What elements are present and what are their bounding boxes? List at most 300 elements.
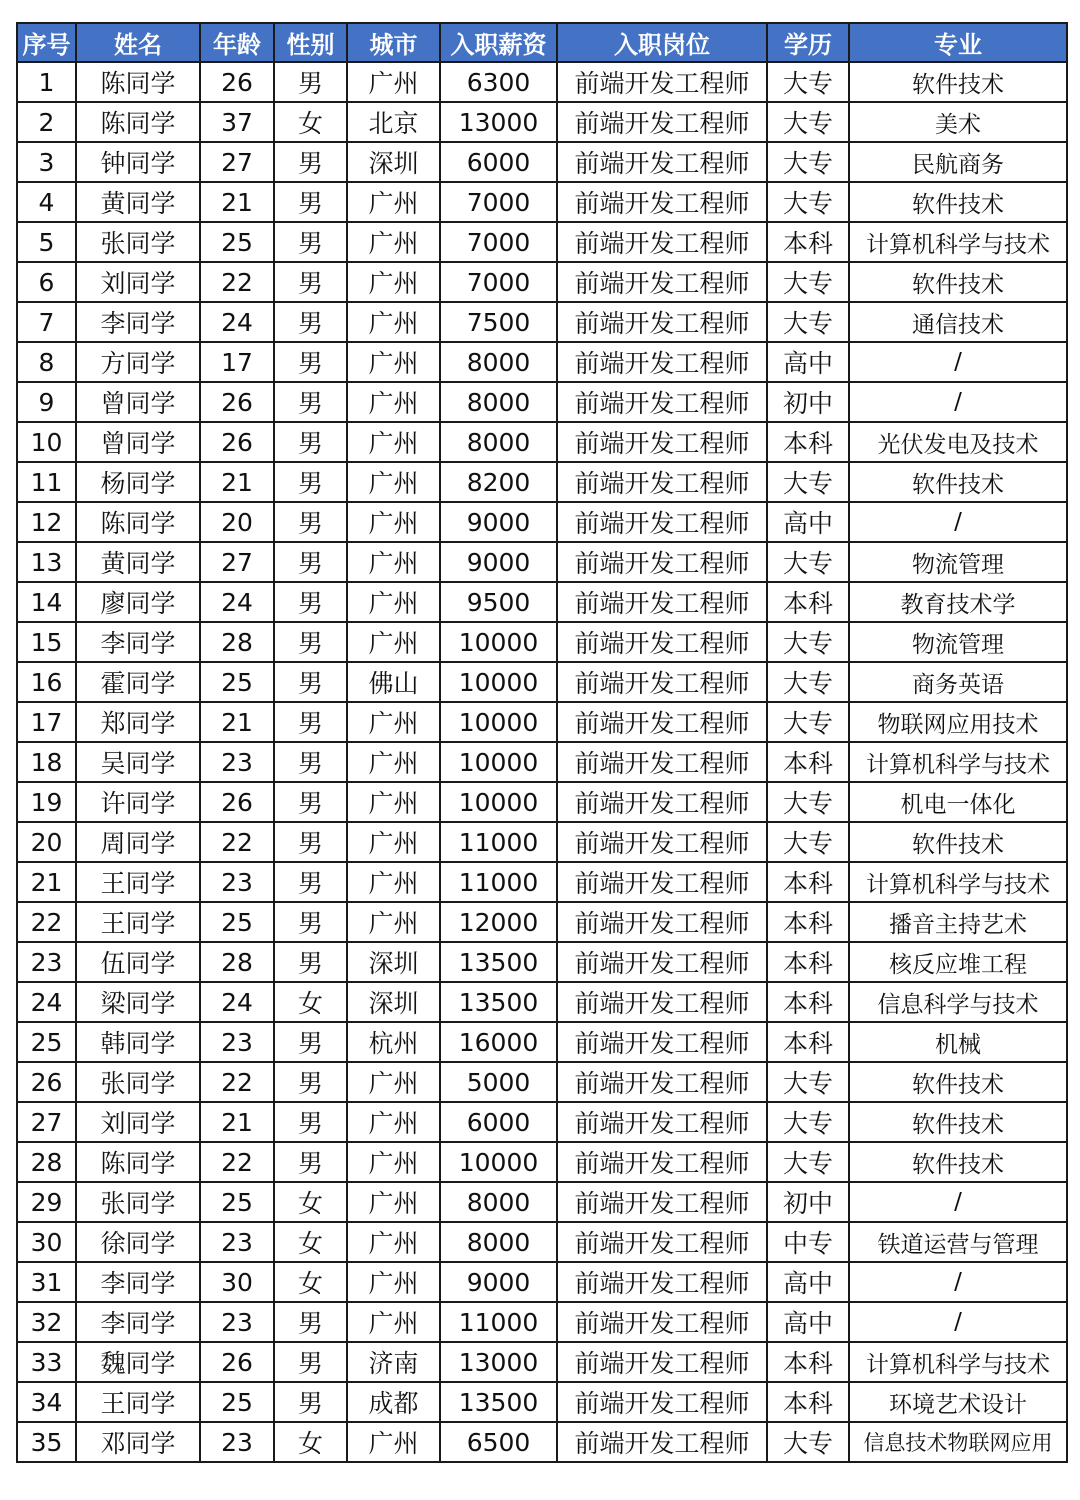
cell-city: 广州 bbox=[347, 1182, 440, 1222]
cell-education: 大专 bbox=[767, 302, 849, 342]
cell-education: 本科 bbox=[767, 942, 849, 982]
cell-index: 21 bbox=[17, 862, 76, 902]
table-row bbox=[17, 182, 1067, 222]
cell-major: 计算机科学与技术 bbox=[849, 742, 1067, 782]
cell-education: 本科 bbox=[767, 862, 849, 902]
cell-city: 广州 bbox=[347, 622, 440, 662]
cell-index: 9 bbox=[17, 382, 76, 422]
cell-age: 22 bbox=[200, 822, 274, 862]
cell-city: 深圳 bbox=[347, 142, 440, 182]
cell-index: 11 bbox=[17, 462, 76, 502]
cell-index: 5 bbox=[17, 222, 76, 262]
cell-gender: 男 bbox=[274, 542, 347, 582]
cell-index: 4 bbox=[17, 182, 76, 222]
cell-age: 26 bbox=[200, 782, 274, 822]
cell-gender: 男 bbox=[274, 902, 347, 942]
cell-city: 广州 bbox=[347, 1102, 440, 1142]
cell-city: 广州 bbox=[347, 62, 440, 102]
cell-index: 30 bbox=[17, 1222, 76, 1262]
cell-position: 前端开发工程师 bbox=[557, 942, 767, 982]
cell-index: 35 bbox=[17, 1422, 76, 1462]
cell-gender: 男 bbox=[274, 1022, 347, 1062]
cell-salary: 13500 bbox=[440, 942, 557, 982]
cell-major: 计算机科学与技术 bbox=[849, 222, 1067, 262]
cell-index: 13 bbox=[17, 542, 76, 582]
cell-index: 33 bbox=[17, 1342, 76, 1382]
cell-age: 25 bbox=[200, 222, 274, 262]
cell-salary: 7000 bbox=[440, 182, 557, 222]
cell-salary: 6300 bbox=[440, 62, 557, 102]
cell-salary: 7000 bbox=[440, 262, 557, 302]
cell-name: 刘同学 bbox=[76, 1102, 200, 1142]
table-row bbox=[17, 102, 1067, 142]
column-header-index: 序号 bbox=[17, 23, 76, 62]
cell-gender: 女 bbox=[274, 1182, 347, 1222]
cell-education: 大专 bbox=[767, 542, 849, 582]
table-row bbox=[17, 1222, 1067, 1262]
cell-city: 广州 bbox=[347, 1222, 440, 1262]
cell-position: 前端开发工程师 bbox=[557, 342, 767, 382]
cell-major: 民航商务 bbox=[849, 142, 1067, 182]
cell-major: 软件技术 bbox=[849, 182, 1067, 222]
table-row bbox=[17, 662, 1067, 702]
cell-city: 广州 bbox=[347, 1302, 440, 1342]
cell-gender: 男 bbox=[274, 302, 347, 342]
cell-salary: 16000 bbox=[440, 1022, 557, 1062]
cell-major: 信息技术物联网应用 bbox=[849, 1422, 1067, 1462]
cell-city: 广州 bbox=[347, 1422, 440, 1462]
cell-name: 陈同学 bbox=[76, 502, 200, 542]
cell-education: 高中 bbox=[767, 1302, 849, 1342]
cell-salary: 11000 bbox=[440, 1302, 557, 1342]
cell-index: 16 bbox=[17, 662, 76, 702]
cell-gender: 女 bbox=[274, 1222, 347, 1262]
cell-age: 21 bbox=[200, 1102, 274, 1142]
cell-age: 26 bbox=[200, 1342, 274, 1382]
column-header-salary: 入职薪资 bbox=[440, 23, 557, 62]
table-row bbox=[17, 342, 1067, 382]
cell-education: 本科 bbox=[767, 422, 849, 462]
cell-major: 机电一体化 bbox=[849, 782, 1067, 822]
cell-position: 前端开发工程师 bbox=[557, 462, 767, 502]
cell-major: 信息科学与技术 bbox=[849, 982, 1067, 1022]
cell-index: 24 bbox=[17, 982, 76, 1022]
cell-city: 广州 bbox=[347, 1262, 440, 1302]
cell-position: 前端开发工程师 bbox=[557, 1022, 767, 1062]
cell-position: 前端开发工程师 bbox=[557, 742, 767, 782]
table-row bbox=[17, 982, 1067, 1022]
employment-table bbox=[16, 22, 1068, 1463]
cell-city: 广州 bbox=[347, 582, 440, 622]
cell-position: 前端开发工程师 bbox=[557, 622, 767, 662]
cell-position: 前端开发工程师 bbox=[557, 662, 767, 702]
cell-name: 邓同学 bbox=[76, 1422, 200, 1462]
cell-major: 环境艺术设计 bbox=[849, 1382, 1067, 1422]
cell-salary: 10000 bbox=[440, 662, 557, 702]
cell-index: 2 bbox=[17, 102, 76, 142]
cell-major: / bbox=[849, 342, 1067, 382]
cell-position: 前端开发工程师 bbox=[557, 1342, 767, 1382]
cell-city: 广州 bbox=[347, 422, 440, 462]
cell-name: 许同学 bbox=[76, 782, 200, 822]
cell-gender: 男 bbox=[274, 422, 347, 462]
cell-city: 广州 bbox=[347, 1062, 440, 1102]
cell-age: 23 bbox=[200, 1222, 274, 1262]
cell-name: 李同学 bbox=[76, 622, 200, 662]
column-header-city: 城市 bbox=[347, 23, 440, 62]
table-row bbox=[17, 1062, 1067, 1102]
cell-major: 商务英语 bbox=[849, 662, 1067, 702]
cell-education: 中专 bbox=[767, 1222, 849, 1262]
column-header-age: 年龄 bbox=[200, 23, 274, 62]
cell-education: 大专 bbox=[767, 1142, 849, 1182]
cell-age: 24 bbox=[200, 302, 274, 342]
table-row bbox=[17, 782, 1067, 822]
cell-major: 机械 bbox=[849, 1022, 1067, 1062]
cell-name: 杨同学 bbox=[76, 462, 200, 502]
cell-gender: 男 bbox=[274, 342, 347, 382]
cell-position: 前端开发工程师 bbox=[557, 542, 767, 582]
cell-age: 26 bbox=[200, 382, 274, 422]
cell-age: 21 bbox=[200, 182, 274, 222]
cell-age: 25 bbox=[200, 662, 274, 702]
cell-index: 34 bbox=[17, 1382, 76, 1422]
cell-city: 广州 bbox=[347, 262, 440, 302]
cell-gender: 男 bbox=[274, 1102, 347, 1142]
cell-major: / bbox=[849, 382, 1067, 422]
cell-major: 软件技术 bbox=[849, 1062, 1067, 1102]
cell-city: 广州 bbox=[347, 542, 440, 582]
cell-salary: 13500 bbox=[440, 982, 557, 1022]
column-header-major: 专业 bbox=[849, 23, 1067, 62]
cell-age: 23 bbox=[200, 1302, 274, 1342]
cell-name: 徐同学 bbox=[76, 1222, 200, 1262]
cell-age: 23 bbox=[200, 1422, 274, 1462]
cell-city: 佛山 bbox=[347, 662, 440, 702]
cell-name: 伍同学 bbox=[76, 942, 200, 982]
cell-city: 广州 bbox=[347, 302, 440, 342]
cell-salary: 7500 bbox=[440, 302, 557, 342]
cell-position: 前端开发工程师 bbox=[557, 1142, 767, 1182]
cell-city: 广州 bbox=[347, 182, 440, 222]
cell-name: 韩同学 bbox=[76, 1022, 200, 1062]
cell-city: 广州 bbox=[347, 902, 440, 942]
table-row bbox=[17, 902, 1067, 942]
cell-index: 28 bbox=[17, 1142, 76, 1182]
table-row bbox=[17, 1422, 1067, 1462]
table-row bbox=[17, 742, 1067, 782]
cell-name: 刘同学 bbox=[76, 262, 200, 302]
cell-age: 22 bbox=[200, 262, 274, 302]
cell-name: 陈同学 bbox=[76, 102, 200, 142]
table-row bbox=[17, 302, 1067, 342]
cell-city: 广州 bbox=[347, 702, 440, 742]
table-row bbox=[17, 862, 1067, 902]
cell-age: 25 bbox=[200, 902, 274, 942]
cell-age: 25 bbox=[200, 1382, 274, 1422]
cell-position: 前端开发工程师 bbox=[557, 982, 767, 1022]
cell-age: 21 bbox=[200, 702, 274, 742]
table-body bbox=[17, 62, 1067, 1462]
cell-education: 初中 bbox=[767, 382, 849, 422]
cell-name: 梁同学 bbox=[76, 982, 200, 1022]
cell-education: 大专 bbox=[767, 262, 849, 302]
cell-major: 光伏发电及技术 bbox=[849, 422, 1067, 462]
cell-index: 27 bbox=[17, 1102, 76, 1142]
cell-index: 22 bbox=[17, 902, 76, 942]
cell-gender: 男 bbox=[274, 1302, 347, 1342]
cell-education: 本科 bbox=[767, 1382, 849, 1422]
cell-name: 张同学 bbox=[76, 1062, 200, 1102]
cell-salary: 6000 bbox=[440, 142, 557, 182]
cell-salary: 6000 bbox=[440, 1102, 557, 1142]
cell-position: 前端开发工程师 bbox=[557, 302, 767, 342]
cell-education: 本科 bbox=[767, 222, 849, 262]
cell-city: 广州 bbox=[347, 782, 440, 822]
cell-salary: 8000 bbox=[440, 382, 557, 422]
column-header-name: 姓名 bbox=[76, 23, 200, 62]
cell-salary: 8000 bbox=[440, 422, 557, 462]
table-row bbox=[17, 542, 1067, 582]
cell-gender: 男 bbox=[274, 1062, 347, 1102]
table-row bbox=[17, 502, 1067, 542]
cell-index: 18 bbox=[17, 742, 76, 782]
cell-gender: 男 bbox=[274, 382, 347, 422]
cell-index: 1 bbox=[17, 62, 76, 102]
cell-position: 前端开发工程师 bbox=[557, 422, 767, 462]
cell-salary: 11000 bbox=[440, 862, 557, 902]
cell-gender: 男 bbox=[274, 942, 347, 982]
cell-major: 核反应堆工程 bbox=[849, 942, 1067, 982]
cell-gender: 男 bbox=[274, 742, 347, 782]
table-row bbox=[17, 222, 1067, 262]
cell-major: / bbox=[849, 1302, 1067, 1342]
cell-index: 19 bbox=[17, 782, 76, 822]
cell-major: 软件技术 bbox=[849, 462, 1067, 502]
cell-position: 前端开发工程师 bbox=[557, 862, 767, 902]
cell-salary: 9000 bbox=[440, 502, 557, 542]
table-row bbox=[17, 262, 1067, 302]
cell-age: 24 bbox=[200, 982, 274, 1022]
table-row bbox=[17, 62, 1067, 102]
cell-salary: 13000 bbox=[440, 102, 557, 142]
table-row bbox=[17, 582, 1067, 622]
cell-city: 广州 bbox=[347, 382, 440, 422]
cell-position: 前端开发工程师 bbox=[557, 1422, 767, 1462]
cell-education: 大专 bbox=[767, 662, 849, 702]
cell-index: 6 bbox=[17, 262, 76, 302]
cell-gender: 男 bbox=[274, 582, 347, 622]
cell-index: 10 bbox=[17, 422, 76, 462]
cell-index: 29 bbox=[17, 1182, 76, 1222]
cell-city: 深圳 bbox=[347, 982, 440, 1022]
cell-position: 前端开发工程师 bbox=[557, 702, 767, 742]
cell-salary: 11000 bbox=[440, 822, 557, 862]
cell-education: 大专 bbox=[767, 1102, 849, 1142]
cell-education: 大专 bbox=[767, 102, 849, 142]
cell-position: 前端开发工程师 bbox=[557, 1382, 767, 1422]
cell-major: 计算机科学与技术 bbox=[849, 1342, 1067, 1382]
cell-age: 37 bbox=[200, 102, 274, 142]
table-header-row bbox=[17, 23, 1067, 62]
cell-name: 钟同学 bbox=[76, 142, 200, 182]
cell-position: 前端开发工程师 bbox=[557, 502, 767, 542]
column-header-position: 入职岗位 bbox=[557, 23, 767, 62]
cell-gender: 女 bbox=[274, 102, 347, 142]
cell-city: 广州 bbox=[347, 862, 440, 902]
cell-city: 广州 bbox=[347, 1142, 440, 1182]
cell-name: 廖同学 bbox=[76, 582, 200, 622]
column-header-education: 学历 bbox=[767, 23, 849, 62]
cell-index: 14 bbox=[17, 582, 76, 622]
cell-name: 周同学 bbox=[76, 822, 200, 862]
cell-name: 方同学 bbox=[76, 342, 200, 382]
cell-name: 魏同学 bbox=[76, 1342, 200, 1382]
cell-name: 黄同学 bbox=[76, 542, 200, 582]
cell-salary: 5000 bbox=[440, 1062, 557, 1102]
cell-name: 李同学 bbox=[76, 1262, 200, 1302]
column-header-gender: 性别 bbox=[274, 23, 347, 62]
cell-name: 王同学 bbox=[76, 862, 200, 902]
cell-name: 曾同学 bbox=[76, 382, 200, 422]
table-row bbox=[17, 622, 1067, 662]
cell-city: 广州 bbox=[347, 502, 440, 542]
cell-position: 前端开发工程师 bbox=[557, 822, 767, 862]
table-row bbox=[17, 1382, 1067, 1422]
cell-salary: 13500 bbox=[440, 1382, 557, 1422]
cell-city: 北京 bbox=[347, 102, 440, 142]
cell-gender: 男 bbox=[274, 822, 347, 862]
cell-age: 28 bbox=[200, 942, 274, 982]
cell-salary: 9000 bbox=[440, 542, 557, 582]
cell-gender: 男 bbox=[274, 182, 347, 222]
cell-major: 教育技术学 bbox=[849, 582, 1067, 622]
cell-age: 17 bbox=[200, 342, 274, 382]
cell-major: 美术 bbox=[849, 102, 1067, 142]
cell-education: 初中 bbox=[767, 1182, 849, 1222]
cell-salary: 10000 bbox=[440, 622, 557, 662]
cell-education: 本科 bbox=[767, 902, 849, 942]
cell-city: 济南 bbox=[347, 1342, 440, 1382]
cell-education: 高中 bbox=[767, 502, 849, 542]
cell-name: 张同学 bbox=[76, 1182, 200, 1222]
cell-salary: 10000 bbox=[440, 742, 557, 782]
cell-name: 李同学 bbox=[76, 302, 200, 342]
cell-major: 物联网应用技术 bbox=[849, 702, 1067, 742]
cell-position: 前端开发工程师 bbox=[557, 262, 767, 302]
table-row bbox=[17, 702, 1067, 742]
cell-city: 杭州 bbox=[347, 1022, 440, 1062]
cell-age: 27 bbox=[200, 542, 274, 582]
cell-position: 前端开发工程师 bbox=[557, 1182, 767, 1222]
cell-salary: 7000 bbox=[440, 222, 557, 262]
cell-salary: 8000 bbox=[440, 1182, 557, 1222]
cell-city: 广州 bbox=[347, 742, 440, 782]
cell-position: 前端开发工程师 bbox=[557, 222, 767, 262]
cell-education: 本科 bbox=[767, 1022, 849, 1062]
table-row bbox=[17, 822, 1067, 862]
cell-index: 17 bbox=[17, 702, 76, 742]
cell-gender: 女 bbox=[274, 1422, 347, 1462]
cell-gender: 男 bbox=[274, 622, 347, 662]
table-row bbox=[17, 942, 1067, 982]
cell-gender: 女 bbox=[274, 982, 347, 1022]
cell-gender: 男 bbox=[274, 142, 347, 182]
cell-city: 广州 bbox=[347, 342, 440, 382]
cell-gender: 男 bbox=[274, 862, 347, 902]
cell-age: 21 bbox=[200, 462, 274, 502]
cell-education: 大专 bbox=[767, 782, 849, 822]
cell-position: 前端开发工程师 bbox=[557, 182, 767, 222]
cell-city: 广州 bbox=[347, 822, 440, 862]
table-row bbox=[17, 1102, 1067, 1142]
cell-city: 成都 bbox=[347, 1382, 440, 1422]
cell-gender: 女 bbox=[274, 1262, 347, 1302]
cell-position: 前端开发工程师 bbox=[557, 1302, 767, 1342]
cell-salary: 8200 bbox=[440, 462, 557, 502]
cell-salary: 10000 bbox=[440, 702, 557, 742]
cell-name: 陈同学 bbox=[76, 62, 200, 102]
cell-age: 30 bbox=[200, 1262, 274, 1302]
cell-gender: 男 bbox=[274, 662, 347, 702]
cell-gender: 男 bbox=[274, 222, 347, 262]
cell-education: 高中 bbox=[767, 1262, 849, 1302]
table-row bbox=[17, 1182, 1067, 1222]
cell-position: 前端开发工程师 bbox=[557, 782, 767, 822]
table-row bbox=[17, 1342, 1067, 1382]
cell-education: 本科 bbox=[767, 982, 849, 1022]
cell-index: 32 bbox=[17, 1302, 76, 1342]
cell-education: 大专 bbox=[767, 822, 849, 862]
cell-age: 28 bbox=[200, 622, 274, 662]
cell-salary: 9500 bbox=[440, 582, 557, 622]
cell-gender: 男 bbox=[274, 502, 347, 542]
cell-index: 31 bbox=[17, 1262, 76, 1302]
cell-age: 26 bbox=[200, 422, 274, 462]
cell-index: 3 bbox=[17, 142, 76, 182]
cell-name: 黄同学 bbox=[76, 182, 200, 222]
cell-major: 物流管理 bbox=[849, 622, 1067, 662]
cell-name: 王同学 bbox=[76, 1382, 200, 1422]
cell-index: 8 bbox=[17, 342, 76, 382]
cell-major: 计算机科学与技术 bbox=[849, 862, 1067, 902]
cell-major: 物流管理 bbox=[849, 542, 1067, 582]
table-row bbox=[17, 422, 1067, 462]
cell-major: 铁道运营与管理 bbox=[849, 1222, 1067, 1262]
table-row bbox=[17, 382, 1067, 422]
table-row bbox=[17, 1142, 1067, 1182]
cell-name: 曾同学 bbox=[76, 422, 200, 462]
cell-salary: 10000 bbox=[440, 782, 557, 822]
cell-major: 软件技术 bbox=[849, 62, 1067, 102]
table-row bbox=[17, 1302, 1067, 1342]
cell-salary: 13000 bbox=[440, 1342, 557, 1382]
cell-city: 广州 bbox=[347, 222, 440, 262]
cell-education: 本科 bbox=[767, 1342, 849, 1382]
cell-education: 大专 bbox=[767, 182, 849, 222]
cell-age: 23 bbox=[200, 742, 274, 782]
cell-education: 大专 bbox=[767, 1422, 849, 1462]
cell-salary: 10000 bbox=[440, 1142, 557, 1182]
cell-gender: 男 bbox=[274, 462, 347, 502]
cell-name: 郑同学 bbox=[76, 702, 200, 742]
table-row bbox=[17, 142, 1067, 182]
cell-index: 15 bbox=[17, 622, 76, 662]
cell-position: 前端开发工程师 bbox=[557, 1102, 767, 1142]
cell-age: 27 bbox=[200, 142, 274, 182]
cell-salary: 9000 bbox=[440, 1262, 557, 1302]
cell-index: 7 bbox=[17, 302, 76, 342]
